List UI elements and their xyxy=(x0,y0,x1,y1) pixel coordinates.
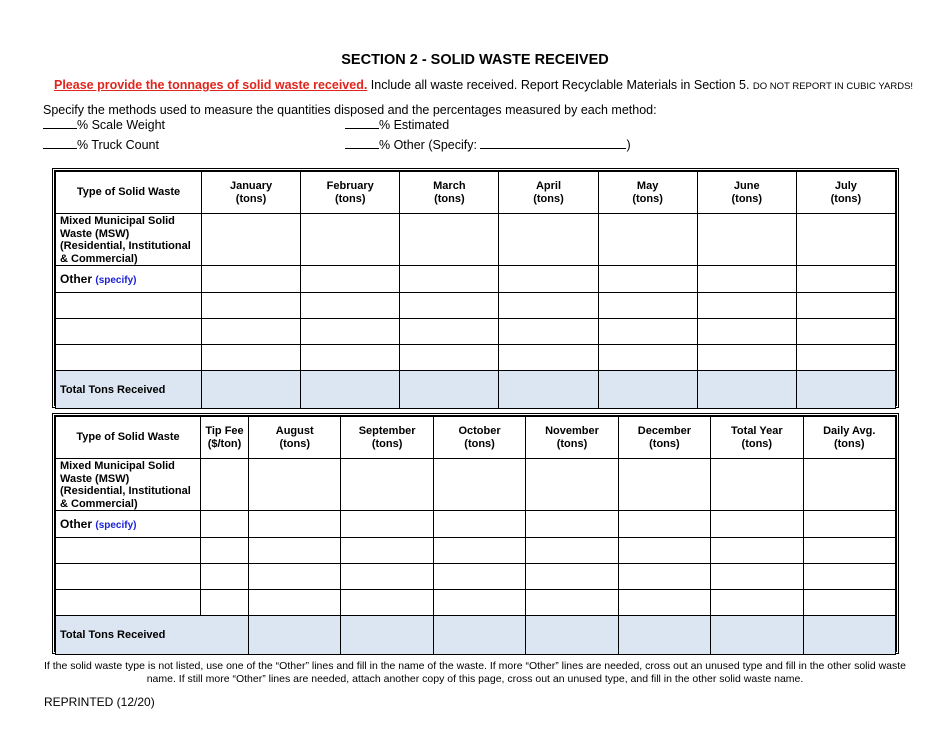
scale-weight-blank[interactable] xyxy=(43,117,77,129)
input-cell[interactable] xyxy=(202,266,301,293)
table-row-blank xyxy=(56,345,896,371)
input-cell[interactable] xyxy=(499,319,598,345)
input-cell[interactable] xyxy=(697,319,796,345)
input-cell[interactable] xyxy=(803,590,895,616)
instruction-text: Include all waste received. Report Recyclable Materials in Section 5. xyxy=(367,78,753,92)
input-cell[interactable] xyxy=(598,214,697,266)
input-cell[interactable] xyxy=(249,564,341,590)
input-cell[interactable] xyxy=(526,459,618,511)
row-label-total: Total Tons Received xyxy=(56,616,249,655)
input-cell[interactable] xyxy=(618,538,710,564)
col-header-july: July (tons) xyxy=(796,172,895,214)
col-header-january: January (tons) xyxy=(202,172,301,214)
table-row-msw xyxy=(56,214,896,266)
total-cell[interactable] xyxy=(433,616,525,655)
input-cell[interactable] xyxy=(341,590,433,616)
input-cell[interactable] xyxy=(697,266,796,293)
reprinted-date: REPRINTED (12/20) xyxy=(44,695,155,709)
col-header-february: February (tons) xyxy=(301,172,400,214)
input-cell[interactable] xyxy=(499,214,598,266)
input-cell[interactable] xyxy=(499,266,598,293)
total-cell[interactable] xyxy=(400,371,499,409)
input-cell[interactable] xyxy=(618,590,710,616)
input-cell[interactable] xyxy=(598,266,697,293)
table-row-blank xyxy=(56,538,896,564)
input-cell[interactable] xyxy=(697,345,796,371)
monthly-table-jan-jul xyxy=(52,168,899,408)
table-header-row xyxy=(56,417,896,459)
input-cell[interactable] xyxy=(301,345,400,371)
instruction-highlight: Please provide the tonnages of solid waste received. xyxy=(54,78,368,92)
other-name-cell[interactable] xyxy=(56,564,201,590)
input-cell[interactable] xyxy=(301,214,400,266)
input-cell[interactable] xyxy=(796,293,895,319)
instructions xyxy=(54,78,913,92)
total-cell[interactable] xyxy=(711,616,803,655)
row-label-total: Total Tons Received xyxy=(56,371,202,409)
col-header-total-year: Total Year (tons) xyxy=(711,417,803,459)
total-cell[interactable] xyxy=(301,371,400,409)
input-cell[interactable] xyxy=(618,511,710,538)
input-cell[interactable] xyxy=(249,459,341,511)
input-cell[interactable] xyxy=(433,459,525,511)
input-cell[interactable] xyxy=(803,459,895,511)
table-row-blank xyxy=(56,564,896,590)
other-name-cell[interactable] xyxy=(56,319,202,345)
total-cell[interactable] xyxy=(526,616,618,655)
input-cell[interactable] xyxy=(249,511,341,538)
input-cell[interactable] xyxy=(796,214,895,266)
estimated-line xyxy=(345,117,449,132)
other-method-specify-blank[interactable] xyxy=(480,137,626,149)
input-cell[interactable] xyxy=(711,564,803,590)
input-cell[interactable] xyxy=(341,459,433,511)
row-label-other: Other (specify) xyxy=(56,511,201,538)
input-cell[interactable] xyxy=(598,345,697,371)
input-cell[interactable] xyxy=(201,459,249,511)
total-cell[interactable] xyxy=(598,371,697,409)
input-cell[interactable] xyxy=(301,293,400,319)
row-label-other: Other (specify) xyxy=(56,266,202,293)
input-cell[interactable] xyxy=(499,345,598,371)
input-cell[interactable] xyxy=(526,590,618,616)
input-cell[interactable] xyxy=(803,538,895,564)
col-header-daily-avg: Daily Avg. (tons) xyxy=(803,417,895,459)
input-cell[interactable] xyxy=(711,538,803,564)
col-header-march: March (tons) xyxy=(400,172,499,214)
estimated-label: % Estimated xyxy=(379,118,450,132)
col-header-august: August (tons) xyxy=(249,417,341,459)
input-cell[interactable] xyxy=(400,214,499,266)
input-cell[interactable] xyxy=(697,214,796,266)
input-cell[interactable] xyxy=(711,590,803,616)
input-cell[interactable] xyxy=(341,511,433,538)
col-header-june: June (tons) xyxy=(697,172,796,214)
input-cell[interactable] xyxy=(301,266,400,293)
truck-count-line xyxy=(43,137,159,152)
row-label-msw: Mixed Municipal Solid Waste (MSW) (Residential, Institutional & Commercial) xyxy=(56,459,201,511)
input-cell[interactable] xyxy=(697,293,796,319)
input-cell[interactable] xyxy=(433,538,525,564)
input-cell[interactable] xyxy=(526,511,618,538)
monthly-table-aug-dec xyxy=(52,413,899,654)
footnote: If the solid waste type is not listed, use one of the “Other” lines and fill in the name of the waste. If more “Other” lines are needed, cross out an unused type and fill in the other solid waste name. If still more “Other” lines are needed, attach another copy of this page, cross out an unused type, and fill in the other solid waste name. xyxy=(43,660,907,685)
col-header-may: May (tons) xyxy=(598,172,697,214)
input-cell[interactable] xyxy=(202,345,301,371)
estimated-blank[interactable] xyxy=(345,117,379,129)
other-method-close: ) xyxy=(626,138,631,152)
input-cell[interactable] xyxy=(711,459,803,511)
specify-methods-text: Specify the methods used to measure the quantities disposed and the percentages measured by each method: xyxy=(43,103,657,117)
input-cell[interactable] xyxy=(803,564,895,590)
input-cell[interactable] xyxy=(249,590,341,616)
input-cell[interactable] xyxy=(433,564,525,590)
input-cell[interactable] xyxy=(301,319,400,345)
other-name-cell[interactable] xyxy=(56,345,202,371)
total-cell[interactable] xyxy=(202,371,301,409)
input-cell[interactable] xyxy=(341,538,433,564)
input-cell[interactable] xyxy=(433,511,525,538)
truck-count-label: % Truck Count xyxy=(77,138,159,152)
table-row-total xyxy=(56,371,896,409)
input-cell[interactable] xyxy=(803,511,895,538)
table-row-other xyxy=(56,266,896,293)
input-cell[interactable] xyxy=(796,345,895,371)
scale-weight-label: % Scale Weight xyxy=(77,118,166,132)
input-cell[interactable] xyxy=(618,459,710,511)
col-header-september: September (tons) xyxy=(341,417,433,459)
section-title: SECTION 2 - SOLID WASTE RECEIVED xyxy=(341,52,609,68)
total-cell[interactable] xyxy=(249,616,341,655)
input-cell[interactable] xyxy=(202,319,301,345)
input-cell[interactable] xyxy=(202,214,301,266)
other-method-line xyxy=(345,137,631,152)
total-cell[interactable] xyxy=(341,616,433,655)
other-method-blank[interactable] xyxy=(345,137,379,149)
input-cell[interactable] xyxy=(400,345,499,371)
input-cell[interactable] xyxy=(711,511,803,538)
total-cell[interactable] xyxy=(499,371,598,409)
input-cell[interactable] xyxy=(201,511,249,538)
input-cell[interactable] xyxy=(796,319,895,345)
input-cell[interactable] xyxy=(433,590,525,616)
col-header-type: Type of Solid Waste xyxy=(56,172,202,214)
total-cell[interactable] xyxy=(697,371,796,409)
input-cell[interactable] xyxy=(202,293,301,319)
table-header-row xyxy=(56,172,896,214)
total-cell[interactable] xyxy=(796,371,895,409)
col-header-october: October (tons) xyxy=(433,417,525,459)
input-cell[interactable] xyxy=(201,564,249,590)
total-cell[interactable] xyxy=(803,616,895,655)
input-cell[interactable] xyxy=(341,564,433,590)
table-row-msw xyxy=(56,459,896,511)
truck-count-blank[interactable] xyxy=(43,137,77,149)
input-cell[interactable] xyxy=(400,266,499,293)
col-header-december: December (tons) xyxy=(618,417,710,459)
instruction-warning: DO NOT REPORT IN CUBIC YARDS! xyxy=(752,81,914,92)
other-name-cell[interactable] xyxy=(56,538,201,564)
table-row-other xyxy=(56,511,896,538)
input-cell[interactable] xyxy=(796,266,895,293)
total-cell[interactable] xyxy=(618,616,710,655)
other-name-cell[interactable] xyxy=(56,590,201,616)
row-label-msw: Mixed Municipal Solid Waste (MSW) (Residential, Institutional & Commercial) xyxy=(56,214,202,266)
table-row-total xyxy=(56,616,896,655)
input-cell[interactable] xyxy=(400,319,499,345)
other-method-label: % Other (Specify: xyxy=(379,138,477,152)
input-cell[interactable] xyxy=(598,319,697,345)
scale-weight-line xyxy=(43,117,165,132)
other-name-cell[interactable] xyxy=(56,293,202,319)
input-cell[interactable] xyxy=(201,590,249,616)
col-header-type: Type of Solid Waste xyxy=(56,417,201,459)
col-header-tip-fee: Tip Fee ($/ton) xyxy=(201,417,249,459)
input-cell[interactable] xyxy=(249,538,341,564)
table-row-blank xyxy=(56,319,896,345)
input-cell[interactable] xyxy=(618,564,710,590)
col-header-april: April (tons) xyxy=(499,172,598,214)
input-cell[interactable] xyxy=(598,293,697,319)
input-cell[interactable] xyxy=(400,293,499,319)
input-cell[interactable] xyxy=(526,564,618,590)
input-cell[interactable] xyxy=(526,538,618,564)
input-cell[interactable] xyxy=(499,293,598,319)
table-row-blank xyxy=(56,293,896,319)
col-header-november: November (tons) xyxy=(526,417,618,459)
table-row-blank xyxy=(56,590,896,616)
input-cell[interactable] xyxy=(201,538,249,564)
